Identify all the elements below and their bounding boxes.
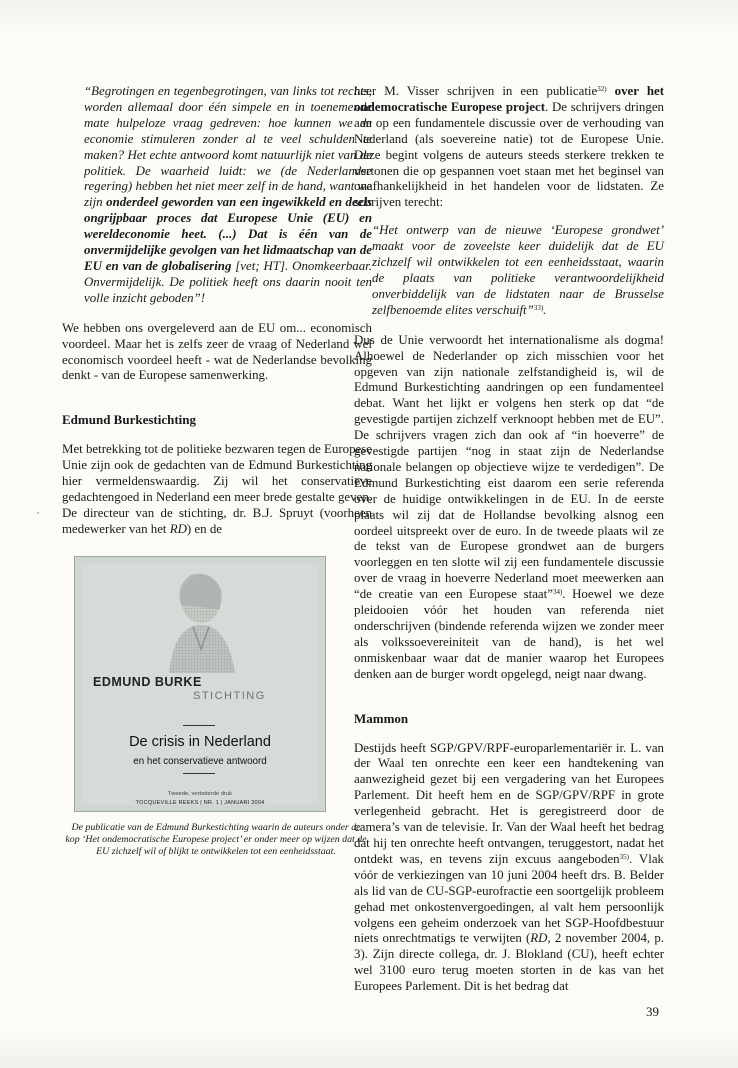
paragraph-visser-rest: . De schrijvers dringen aan op een fundamentele discussie over de verhouding van Nederland (als soevereine natie) tot de Europese Unie. Deze begint volgens de auteurs steeds sterkere trekken te vertonen die op gespannen voet staan met het beginsel van onafhankelijkheid in het handelen voor de lidstaten. Ze schrijven terecht: [354, 99, 664, 210]
paragraph-mammon-end: , 2 november 2004, p. 3). Zijn directe collega, dr. J. Blokland (CU), heeft echter wel 3100 euro terug moeten storten in de kas van het Europees Parlement. Dit is het bedrag dat [354, 931, 664, 994]
paragraph-burkestichting-tail: ) en de [186, 521, 222, 536]
booklet-rule-bottom [183, 773, 215, 774]
booklet-brand-subname: STICHTING [193, 689, 266, 702]
footnote-34: 34) [552, 588, 563, 597]
edmund-burke-bust-illustration [151, 565, 247, 673]
quote-grondwet-end: . [543, 302, 547, 317]
block-quote-left [84, 84, 372, 307]
booklet-series: TOCQUEVILLE REEKS | NR. 1 | JANUARI 2004 [135, 799, 265, 806]
quote-text-start: “Begrotingen en tegenbegrotingen, van links tot rechts, worden allemaal door één simpele en in toenemende mate hulpeloze vraag gedreven: hoe kunnen we de economie stimuleren zonder al te veel schulden te maken? Het echte antwoord komt natuurlijk niet van de politiek. De waarheid luidt: we (de Nederlandse regering) hebben het niet meer zelf in de hand, want we zijn [84, 84, 372, 210]
footnote-32: 32) [597, 85, 607, 93]
block-quote-right [372, 223, 664, 318]
paragraph-visser [354, 84, 664, 211]
image-caption: De publicatie van de Edmund Burkestichting waarin de auteurs onder de kop ‘Het ondemocratische Europese project’ er onder meer op wijzen dat de EU zichzelf wil of blijkt te ontwikkelen tot een eenheidsstaat. [65, 821, 367, 858]
heading-edmund-burkestichting: Edmund Burkestichting [62, 412, 197, 428]
booklet-rule-top [183, 725, 215, 726]
right-column [354, 84, 664, 1007]
quote-grondwet-text: “Het ontwerp van de nieuwe ‘Europese grondwet’ maakt voor de zoveelste keer duidelijk dat de EU zichzelf wil ontwikkelen tot een eenheidsstaat, waarin de plaats van politieke verantwoordelijkheid onverbiddelijk van de lidstaten naar de Brusselse zelfbenoemde elites verschuift” [372, 223, 664, 317]
scan-top-band [0, 0, 738, 38]
paragraph-internationalisme-text: Dus de Unie verwoordt het internationalisme als dogma! Alhoewel de Nederlander op zich misschien voor het opgeven van zijn nationale zelfstandigheid is, wil de Edmund Burkestichting aandringen op een fundamenteel debat. Want het lijkt er volgens hen sterk op dat “de gevestigde partijen zichzelf verknoopt hebben met de EU”. De schrijvers vragen zich dan ook af “in hoeverre” de gevestigde partijen “nog in staat zijn de Nederlandse nationale belangen op objectieve wijze te verdedigen”. De Edmund Burkestichting eist daarom een serie referenda over de huidige ontwikkelingen in de EU. In de eerste plaats wil zij dat de Hollandse bevolking alsnog een oordeel uitspreekt over de euro. In de tweede plaats wil ze de tekst van de Europese grondwet aan de burgers voorleggen en ten slotte wil zij een fundamentele discussie over de vraag in hoeverre Nederland moet meewerken aan “de creatie van een Europese staat” [354, 332, 664, 602]
booklet-title: De crisis in Nederland [129, 733, 271, 750]
rd-reference: RD [169, 521, 187, 536]
footnote-33: 33) [533, 303, 544, 312]
footnote-35: 35) [619, 852, 629, 861]
booklet-brand-name: EDMUND BURKE [93, 674, 202, 689]
booklet-subtitle: en het conservatieve antwoord [133, 755, 267, 767]
quote-text-end: [vet; HT]. Onomkeerbaar. Onvermijdelijk. De politiek heeft ons daarin nooit ten volle inzicht geboden”! [84, 258, 372, 305]
booklet-edition: Tweede, verbeterde druk [167, 790, 233, 797]
scan-speck [37, 512, 39, 514]
paragraph-burkestichting-text: Met betrekking tot de politieke bezwaren tegen de Europese Unie zijn ook de gedachten van de Edmund Burkestichting hier vermeldenswaardig. Zij wil het conservatieve gedachtengoed in Nederland een meer brede gestalte geven. De directeur van de stichting, dr. B.J. Spruyt (voorheen medewerker van het [62, 442, 372, 536]
paragraph-mammon-text: Destijds heeft SGP/GPV/RPF-europarlementariër ir. L. van der Waal ten onrechte een keer een handtekening van aanwezigheid gezet bij een vergadering van het Europees Parlement. Dit heeft hem en de SGP/GPV/RPF in grote verlegenheid gebracht. Het is geregistreerd door de camera’s van de televisie. Ir. Van der Waal heeft het bedrag dat hij ten onrechte heeft ontvangen, teruggestort, nadat het ontdekt was, en tevens zijn excuus aangeboden [354, 740, 664, 866]
scan-bottom-band [0, 1028, 738, 1068]
paragraph-internationalisme-rest: . Hoewel we deze pleidooien vóór het houden van referenda niet onderschrijven (bindende referenda wijzen we zonder meer als volkssoevereiniteit van de hand), is het wel onmiskenbaar waar dat de manier waarop het Europees denken aan de burger wordt opgelegd, neigt naar dwang. [354, 587, 664, 681]
paragraph-internationalisme [354, 333, 664, 683]
left-column [62, 84, 372, 858]
heading-mammon: Mammon [354, 710, 409, 726]
paragraph-burkestichting [62, 442, 372, 537]
booklet-cover-image [74, 556, 326, 812]
bold-ondemocratische-project: over het ondemocratische Europese project [354, 84, 665, 114]
paragraph-visser-start: heer M. Visser schrijven in een publicatie [354, 84, 598, 98]
paragraph-economic: We hebben ons overgeleverd aan de EU om... economisch voordeel. Maar het is zelfs zeer de vraag of Nederland wel economisch voordeel heeft - wat de Nederlandse bevolking denkt - van de Europese samenwerking. [62, 320, 372, 383]
rd-reference-2: RD [530, 931, 548, 946]
quote-text-bold: onderdeel geworden van een ingewikkeld en deels ongrijpbaar proces dat Europese Unie (EU) en wereldeconomie heet. (...) Dat is één van de onvermijdelijke gevolgen van het lidmaatschap van de EU en van de globalisering [84, 195, 372, 273]
paragraph-mammon [354, 741, 664, 996]
page-number: 39 [646, 1004, 659, 1019]
paragraph-mammon-middle: . Vlak vóór de verkiezingen van 10 juni 2004 heeft drs. B. Belder als lid van de CU-SGP-eurofractie een soortgelijk probleem gehad met onkostenvergoedingen, al valt hem persoonlijk volgens een geheim onderzoek van het SGP-Hoofdbestuur niets onrechtmatigs te verwijten ( [354, 851, 664, 946]
